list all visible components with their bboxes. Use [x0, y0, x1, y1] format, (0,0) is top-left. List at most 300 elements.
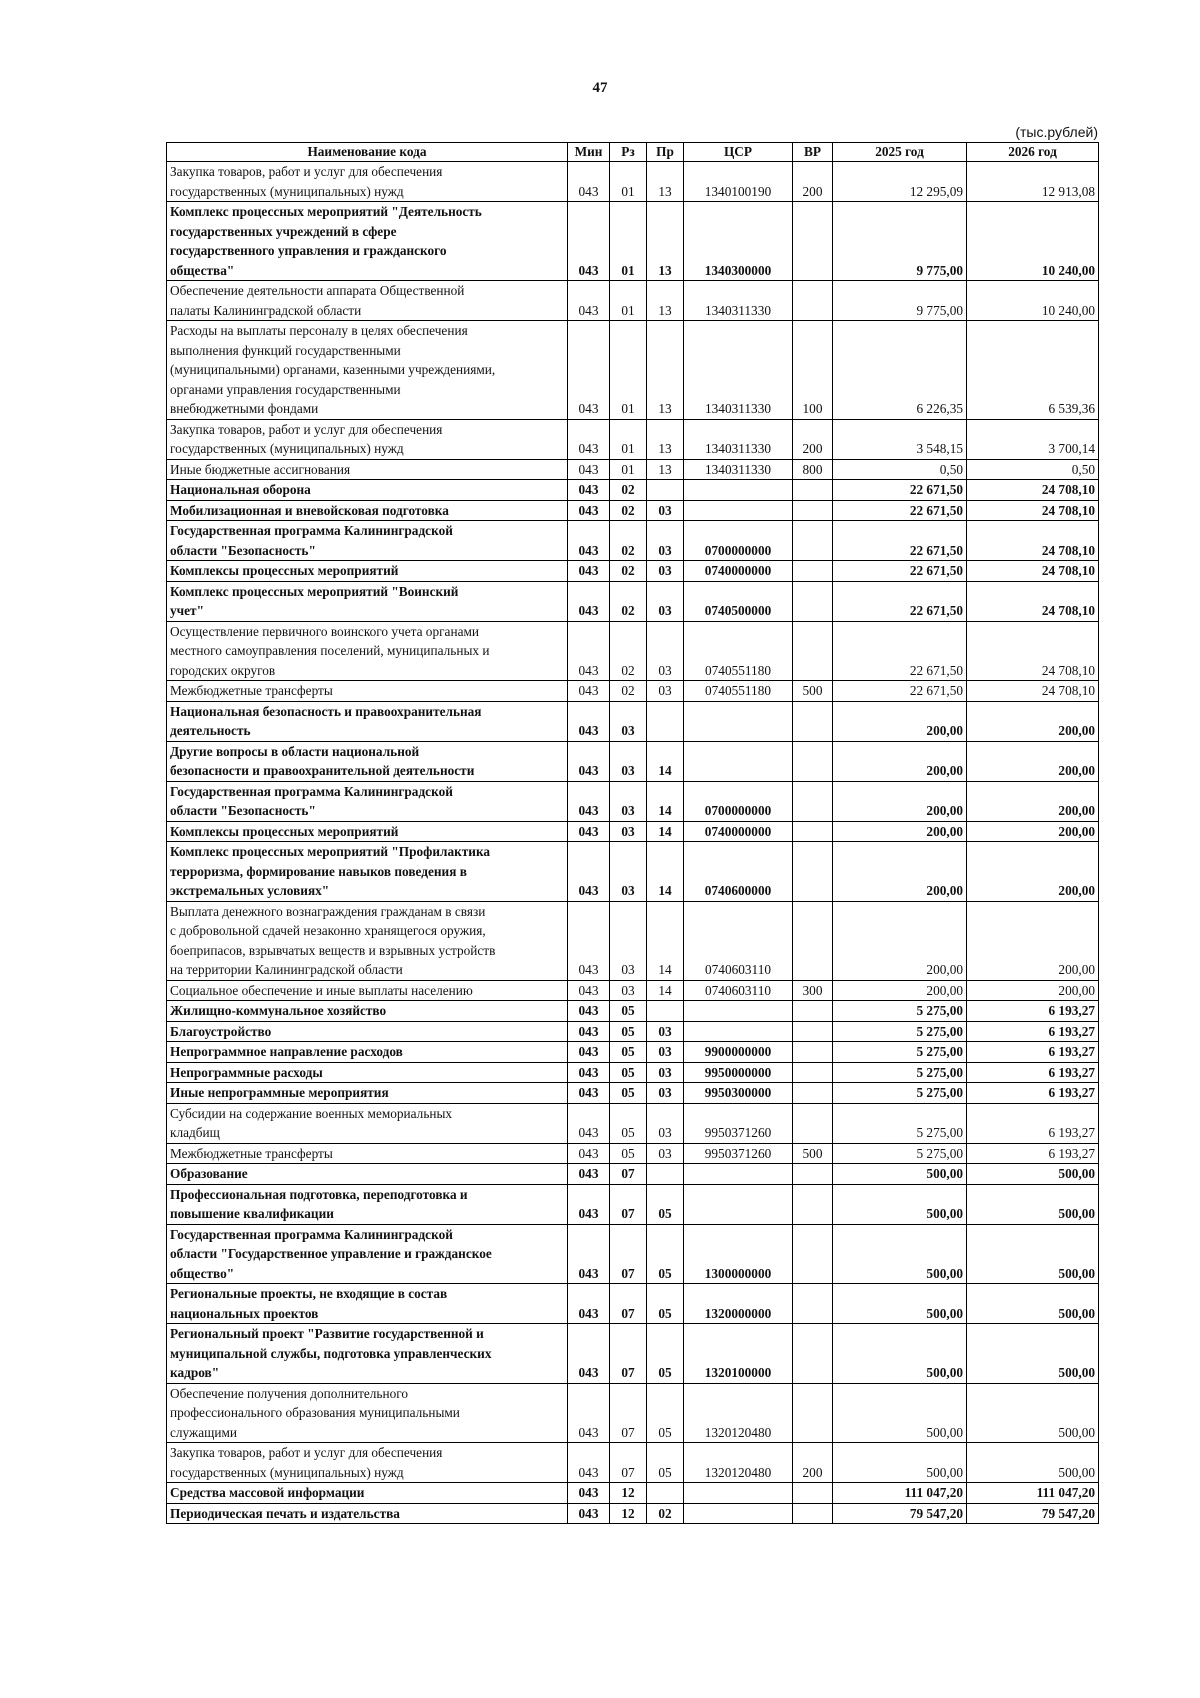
cell-csr [684, 1184, 793, 1224]
cell-2025: 500,00 [833, 1443, 967, 1483]
cell-csr: 0740500000 [684, 581, 793, 621]
cell-vr: 200 [793, 419, 833, 459]
cell-name-line: Расходы на выплаты персоналу в целях обеспечения [170, 323, 468, 338]
cell-rz: 05 [610, 1042, 647, 1063]
cell-name-line: палаты Калининградской области [170, 302, 362, 318]
cell-name-line: Социальное обеспечение и иные выплаты населению [170, 982, 473, 998]
cell-2026: 6 193,27 [967, 1042, 1099, 1063]
cell-vr: 800 [793, 459, 833, 480]
cell-2026: 500,00 [967, 1224, 1099, 1284]
cell-2026: 500,00 [967, 1324, 1099, 1384]
cell-min: 043 [568, 419, 610, 459]
cell-min: 043 [568, 621, 610, 681]
cell-name [167, 1284, 568, 1324]
cell-rz: 03 [610, 741, 647, 781]
cell-pr: 03 [647, 1083, 684, 1104]
cell-pr [647, 1001, 684, 1022]
cell-pr: 14 [647, 901, 684, 980]
cell-csr: 1340311330 [684, 281, 793, 321]
cell-csr: 1340311330 [684, 459, 793, 480]
cell-csr: 0740000000 [684, 821, 793, 842]
cell-rz: 01 [610, 321, 647, 420]
cell-name-line: Региональный проект "Развитие государственной и [170, 1326, 484, 1341]
cell-name [167, 459, 568, 480]
cell-pr: 05 [647, 1284, 684, 1324]
cell-min: 043 [568, 681, 610, 702]
cell-name-line: деятельность [170, 723, 251, 738]
cell-rz: 05 [610, 1062, 647, 1083]
cell-name [167, 419, 568, 459]
cell-min: 043 [568, 1103, 610, 1143]
cell-min: 043 [568, 1062, 610, 1083]
cell-rz: 02 [610, 480, 647, 501]
table-row [167, 581, 1099, 621]
cell-min: 043 [568, 1483, 610, 1504]
cell-2026: 24 708,10 [967, 561, 1099, 582]
cell-min: 043 [568, 741, 610, 781]
cell-name-line: Национальная оборона [170, 482, 311, 497]
cell-name [167, 1042, 568, 1063]
cell-name [167, 1383, 568, 1443]
cell-rz: 02 [610, 521, 647, 561]
table-row [167, 521, 1099, 561]
cell-2025: 79 547,20 [833, 1503, 967, 1524]
cell-csr [684, 1483, 793, 1504]
cell-name [167, 980, 568, 1001]
cell-2026: 24 708,10 [967, 480, 1099, 501]
table-header-row [167, 143, 1099, 162]
cell-min: 043 [568, 202, 610, 281]
table-row [167, 1062, 1099, 1083]
cell-2025: 22 671,50 [833, 681, 967, 702]
cell-rz: 01 [610, 202, 647, 281]
cell-2025: 200,00 [833, 781, 967, 821]
header-csr: ЦСР [684, 143, 793, 162]
cell-rz: 12 [610, 1503, 647, 1524]
cell-name-line: Мобилизационная и вневойсковая подготовка [170, 502, 449, 518]
cell-vr [793, 1383, 833, 1443]
cell-csr: 0740603110 [684, 980, 793, 1001]
cell-pr: 03 [647, 1021, 684, 1042]
cell-name [167, 1021, 568, 1042]
cell-rz: 05 [610, 1001, 647, 1022]
table-row [167, 901, 1099, 980]
cell-2026: 3 700,14 [967, 419, 1099, 459]
cell-2026: 111 047,20 [967, 1483, 1099, 1504]
cell-vr [793, 842, 833, 902]
cell-name-line: Субсидии на содержание военных мемориальных [170, 1105, 453, 1121]
cell-min: 043 [568, 521, 610, 561]
cell-rz: 02 [610, 681, 647, 702]
cell-2026: 500,00 [967, 1443, 1099, 1483]
cell-min: 043 [568, 1042, 610, 1063]
cell-name-line: государственного управления и гражданского [170, 243, 447, 258]
cell-min: 043 [568, 321, 610, 420]
cell-vr [793, 1001, 833, 1022]
table-row [167, 1503, 1099, 1524]
cell-name-line: национальных проектов [170, 1305, 319, 1321]
cell-name-line: на территории Калининградской области [170, 962, 403, 977]
table-row [167, 419, 1099, 459]
cell-2025: 22 671,50 [833, 581, 967, 621]
cell-2026: 6 193,27 [967, 1021, 1099, 1042]
cell-name-line: Непрограммное направление расходов [170, 1044, 403, 1059]
cell-pr: 02 [647, 1503, 684, 1524]
cell-name-line: повышение квалификации [170, 1206, 334, 1221]
table-row [167, 480, 1099, 501]
cell-csr: 1320120480 [684, 1443, 793, 1483]
cell-pr: 13 [647, 281, 684, 321]
cell-name-line: кладбищ [170, 1125, 220, 1140]
cell-rz: 03 [610, 842, 647, 902]
cell-pr: 13 [647, 202, 684, 281]
table-row [167, 1184, 1099, 1224]
cell-2026: 79 547,20 [967, 1503, 1099, 1524]
table-row [167, 681, 1099, 702]
cell-vr: 500 [793, 681, 833, 702]
cell-2025: 9 775,00 [833, 281, 967, 321]
header-rz: Рз [610, 143, 647, 162]
cell-2025: 5 275,00 [833, 1103, 967, 1143]
cell-csr: 0740551180 [684, 681, 793, 702]
cell-name-line: Закупка товаров, работ и услуг для обеспечения [170, 1445, 443, 1460]
cell-vr: 300 [793, 980, 833, 1001]
cell-pr: 05 [647, 1383, 684, 1443]
cell-name-line: местного самоуправления поселений, муниципальных и [170, 643, 490, 658]
cell-name-line: Комплекс процессных мероприятий "Воинский [170, 583, 459, 599]
cell-name-line: государственных (муниципальных) нужд [170, 183, 404, 199]
cell-2026: 200,00 [967, 901, 1099, 980]
cell-2025: 22 671,50 [833, 480, 967, 501]
cell-vr [793, 1503, 833, 1524]
cell-vr [793, 1103, 833, 1143]
table-row [167, 281, 1099, 321]
cell-name [167, 741, 568, 781]
cell-2025: 500,00 [833, 1164, 967, 1185]
cell-pr: 14 [647, 781, 684, 821]
cell-2025: 0,50 [833, 459, 967, 480]
table-row [167, 1083, 1099, 1104]
cell-name [167, 1184, 568, 1224]
cell-csr: 9950371260 [684, 1143, 793, 1164]
cell-pr: 14 [647, 821, 684, 842]
cell-csr [684, 1021, 793, 1042]
cell-pr: 03 [647, 561, 684, 582]
cell-name [167, 1164, 568, 1185]
cell-min: 043 [568, 1224, 610, 1284]
cell-min: 043 [568, 1143, 610, 1164]
cell-2026: 0,50 [967, 459, 1099, 480]
cell-name [167, 1443, 568, 1483]
cell-rz: 07 [610, 1224, 647, 1284]
cell-2025: 5 275,00 [833, 1021, 967, 1042]
cell-csr: 1340100190 [684, 162, 793, 202]
cell-rz: 02 [610, 581, 647, 621]
cell-name-line: кадров" [170, 1365, 220, 1380]
cell-pr: 14 [647, 842, 684, 902]
cell-2025: 6 226,35 [833, 321, 967, 420]
units-label: (тыс.рублей) [1015, 124, 1098, 140]
cell-name-line: Национальная безопасность и правоохранительная [170, 703, 482, 719]
cell-name-line: муниципальной службы, подготовка управленческих [170, 1345, 492, 1361]
cell-vr [793, 1184, 833, 1224]
cell-pr [647, 701, 684, 741]
cell-vr [793, 741, 833, 781]
cell-2025: 5 275,00 [833, 1143, 967, 1164]
cell-pr: 13 [647, 321, 684, 420]
cell-rz: 07 [610, 1324, 647, 1384]
cell-2025: 111 047,20 [833, 1483, 967, 1504]
cell-name [167, 842, 568, 902]
cell-rz: 05 [610, 1103, 647, 1143]
cell-2025: 22 671,50 [833, 500, 967, 521]
cell-pr [647, 1164, 684, 1185]
cell-name-line: с добровольной сдачей незаконно хранящегося оружия, [170, 923, 486, 938]
cell-rz: 01 [610, 162, 647, 202]
cell-vr [793, 281, 833, 321]
table-row [167, 1164, 1099, 1185]
cell-name-line: Периодическая печать и издательства [170, 1505, 400, 1521]
cell-name-line: Межбюджетные трансферты [170, 683, 333, 698]
cell-2026: 200,00 [967, 701, 1099, 741]
cell-vr [793, 1284, 833, 1324]
header-pr: Пр [647, 143, 684, 162]
cell-name-line: безопасности и правоохранительной деятельности [170, 763, 475, 778]
cell-pr: 03 [647, 1042, 684, 1063]
cell-name-line: Благоустройство [170, 1023, 272, 1039]
cell-2026: 200,00 [967, 781, 1099, 821]
cell-pr: 03 [647, 1143, 684, 1164]
cell-2025: 500,00 [833, 1284, 967, 1324]
cell-name [167, 162, 568, 202]
cell-name [167, 500, 568, 521]
cell-name-line: Обеспечение получения дополнительного [170, 1385, 409, 1401]
cell-pr: 05 [647, 1184, 684, 1224]
cell-2026: 200,00 [967, 821, 1099, 842]
cell-name-line: Иные бюджетные ассигнования [170, 461, 351, 477]
cell-name [167, 1103, 568, 1143]
cell-vr [793, 901, 833, 980]
cell-min: 043 [568, 162, 610, 202]
cell-2025: 22 671,50 [833, 621, 967, 681]
cell-pr: 13 [647, 459, 684, 480]
cell-name-line: (муниципальными) органами, казенными учреждениями, [170, 362, 496, 377]
cell-min: 043 [568, 1184, 610, 1224]
cell-vr: 200 [793, 1443, 833, 1483]
cell-vr [793, 621, 833, 681]
cell-csr: 1320100000 [684, 1324, 793, 1384]
table-row [167, 1042, 1099, 1063]
cell-min: 043 [568, 459, 610, 480]
table-row [167, 1483, 1099, 1504]
cell-csr: 0700000000 [684, 781, 793, 821]
cell-min: 043 [568, 1324, 610, 1384]
table-row [167, 459, 1099, 480]
cell-2025: 200,00 [833, 980, 967, 1001]
cell-rz: 03 [610, 980, 647, 1001]
cell-2025: 22 671,50 [833, 521, 967, 561]
cell-vr [793, 561, 833, 582]
cell-name-line: общества" [170, 262, 235, 278]
table-row [167, 701, 1099, 741]
cell-name [167, 1503, 568, 1524]
header-vr: ВР [793, 143, 833, 162]
cell-2026: 6 193,27 [967, 1103, 1099, 1143]
cell-vr [793, 500, 833, 521]
cell-pr: 03 [647, 500, 684, 521]
cell-pr: 05 [647, 1324, 684, 1384]
cell-2026: 24 708,10 [967, 581, 1099, 621]
cell-min: 043 [568, 1503, 610, 1524]
cell-2025: 12 295,09 [833, 162, 967, 202]
cell-name-line: государственных (муниципальных) нужд [170, 441, 404, 456]
cell-name [167, 581, 568, 621]
cell-csr [684, 480, 793, 501]
cell-2025: 5 275,00 [833, 1042, 967, 1063]
cell-pr: 14 [647, 980, 684, 1001]
cell-min: 043 [568, 781, 610, 821]
cell-name-line: государственных учреждений в сфере [170, 223, 397, 239]
table-row [167, 1383, 1099, 1443]
cell-2026: 6 193,27 [967, 1083, 1099, 1104]
cell-pr [647, 480, 684, 501]
cell-name-line: Другие вопросы в области национальной [170, 743, 420, 759]
cell-name-line: области "Государственное управление и гражданское [170, 1246, 492, 1261]
cell-name-line: терроризма, формирование навыков поведения в [170, 863, 467, 879]
cell-pr: 03 [647, 521, 684, 561]
table-row [167, 1224, 1099, 1284]
cell-min: 043 [568, 500, 610, 521]
cell-name-line: органами управления государственными [170, 381, 401, 397]
cell-2026: 500,00 [967, 1383, 1099, 1443]
cell-2025: 200,00 [833, 701, 967, 741]
cell-min: 043 [568, 1083, 610, 1104]
cell-vr [793, 781, 833, 821]
table-row [167, 1443, 1099, 1483]
cell-pr [647, 1483, 684, 1504]
cell-name-line: служащими [170, 1424, 237, 1440]
cell-rz: 07 [610, 1284, 647, 1324]
header-name: Наименование кода [167, 143, 568, 162]
header-2025: 2025 год [833, 143, 967, 162]
table-row [167, 500, 1099, 521]
cell-name [167, 321, 568, 420]
cell-name-line: Государственная программа Калининградской [170, 783, 453, 799]
cell-2026: 500,00 [967, 1164, 1099, 1185]
cell-csr: 1340311330 [684, 419, 793, 459]
cell-rz: 03 [610, 701, 647, 741]
cell-2026: 200,00 [967, 842, 1099, 902]
cell-min: 043 [568, 1001, 610, 1022]
cell-name-line: учет" [170, 603, 204, 618]
table-row [167, 621, 1099, 681]
table-row [167, 1103, 1099, 1143]
cell-2026: 24 708,10 [967, 621, 1099, 681]
cell-csr: 9950300000 [684, 1083, 793, 1104]
table-row [167, 162, 1099, 202]
cell-min: 043 [568, 701, 610, 741]
cell-2025: 200,00 [833, 901, 967, 980]
cell-2026: 24 708,10 [967, 500, 1099, 521]
cell-name-line: Непрограммные расходы [170, 1064, 323, 1080]
cell-vr [793, 821, 833, 842]
cell-csr: 9950000000 [684, 1062, 793, 1083]
cell-rz: 01 [610, 419, 647, 459]
cell-vr [793, 1021, 833, 1042]
cell-min: 043 [568, 901, 610, 980]
cell-min: 043 [568, 561, 610, 582]
header-2026: 2026 год [967, 143, 1099, 162]
page-number: 47 [592, 80, 608, 96]
cell-2025: 500,00 [833, 1184, 967, 1224]
cell-min: 043 [568, 281, 610, 321]
budget-table [166, 142, 1099, 1524]
cell-min: 043 [568, 1021, 610, 1042]
cell-2026: 6 193,27 [967, 1001, 1099, 1022]
cell-vr [793, 202, 833, 281]
cell-name-line: Комплекс процессных мероприятий "Профилактика [170, 844, 491, 859]
cell-rz: 07 [610, 1184, 647, 1224]
cell-csr [684, 741, 793, 781]
cell-csr: 0740603110 [684, 901, 793, 980]
cell-2026: 6 193,27 [967, 1062, 1099, 1083]
cell-min: 043 [568, 842, 610, 902]
table-row [167, 842, 1099, 902]
cell-name-line: Профессиональная подготовка, переподготовка и [170, 1186, 468, 1202]
cell-rz: 02 [610, 621, 647, 681]
cell-2026: 500,00 [967, 1284, 1099, 1324]
cell-name [167, 281, 568, 321]
cell-2025: 9 775,00 [833, 202, 967, 281]
cell-name-line: Государственная программа Калининградской [170, 1226, 453, 1242]
cell-2026: 24 708,10 [967, 521, 1099, 561]
cell-name-line: Осуществление первичного воинского учета органами [170, 623, 480, 639]
cell-name-line: Комплекс процессных мероприятий "Деятельность [170, 204, 482, 219]
cell-2025: 200,00 [833, 842, 967, 902]
cell-name-line: Комплексы процессных мероприятий [170, 563, 399, 578]
cell-csr [684, 500, 793, 521]
cell-2025: 500,00 [833, 1324, 967, 1384]
cell-csr [684, 701, 793, 741]
cell-name [167, 681, 568, 702]
cell-pr: 13 [647, 419, 684, 459]
cell-rz: 07 [610, 1443, 647, 1483]
cell-name-line: экстремальных условиях" [170, 883, 330, 898]
cell-name-line: Обеспечение деятельности аппарата Общественной [170, 283, 465, 298]
cell-vr [793, 1164, 833, 1185]
cell-rz: 07 [610, 1164, 647, 1185]
cell-name-line: области "Безопасность" [170, 542, 316, 558]
cell-rz: 01 [610, 459, 647, 480]
cell-2025: 5 275,00 [833, 1083, 967, 1104]
cell-name-line: внебюджетными фондами [170, 401, 319, 416]
cell-min: 043 [568, 980, 610, 1001]
cell-pr: 13 [647, 162, 684, 202]
cell-name-line: Жилищно-коммунальное хозяйство [170, 1003, 387, 1018]
cell-name [167, 701, 568, 741]
table-row [167, 741, 1099, 781]
cell-min: 043 [568, 1443, 610, 1483]
cell-vr [793, 521, 833, 561]
cell-2026: 200,00 [967, 741, 1099, 781]
cell-name [167, 1143, 568, 1164]
cell-csr [684, 1164, 793, 1185]
cell-2025: 5 275,00 [833, 1001, 967, 1022]
cell-rz: 07 [610, 1383, 647, 1443]
table-row [167, 821, 1099, 842]
cell-name-line: Закупка товаров, работ и услуг для обеспечения [170, 421, 443, 437]
cell-name [167, 781, 568, 821]
